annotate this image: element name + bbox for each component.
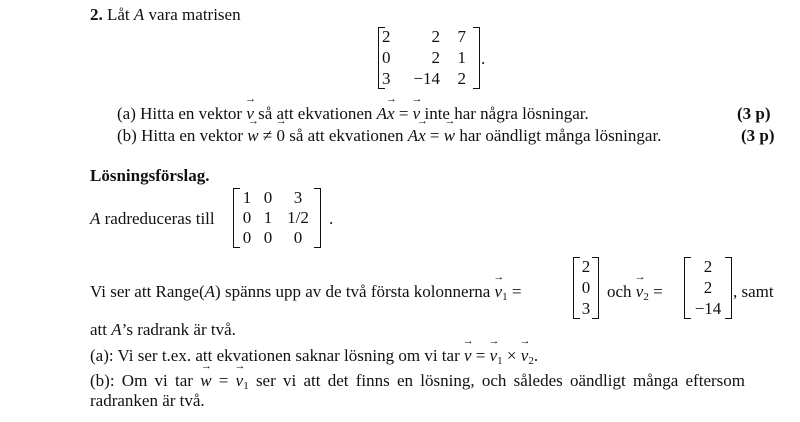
matrix-cell: 2 bbox=[581, 257, 591, 276]
vec-v1: → v bbox=[236, 371, 244, 391]
matrix-cell: 2 bbox=[431, 48, 440, 67]
part-a-text3: inte har några lösningar. bbox=[424, 104, 589, 123]
sol-b-text1: (b): Om vi tar bbox=[90, 371, 193, 390]
matrix-cell: 0 bbox=[263, 188, 273, 207]
sub-1: 1 bbox=[502, 291, 508, 303]
part-a-text1: Hitta en vektor bbox=[140, 104, 243, 123]
vec-w: → w bbox=[200, 371, 211, 391]
eq-sign: = bbox=[218, 371, 229, 390]
matrix-cell: −14 bbox=[413, 69, 440, 88]
problem-header bbox=[90, 5, 241, 25]
matrix-cell: −14 bbox=[694, 299, 722, 318]
eq-sign: = bbox=[398, 104, 409, 123]
eq-sign: = bbox=[653, 282, 663, 301]
matrix-cell: 3 bbox=[581, 299, 591, 318]
eq-sign: = bbox=[475, 346, 486, 365]
var-A: A bbox=[407, 126, 419, 145]
var-A: A bbox=[376, 104, 388, 123]
eq-sign: = bbox=[511, 282, 522, 301]
matrix-cell: 3 bbox=[293, 188, 303, 207]
solution-heading: Lösningsförslag. bbox=[90, 166, 210, 185]
reduced-matrix bbox=[233, 188, 321, 248]
sub-1: 1 bbox=[497, 355, 503, 367]
intro-rest: vara matrisen bbox=[148, 5, 241, 24]
eq-sign: = bbox=[429, 126, 440, 145]
matrix-cell: 1 bbox=[457, 48, 466, 67]
vec-zero: → 0 bbox=[276, 126, 285, 146]
reduce-text: radreduceras till bbox=[104, 209, 215, 228]
matrix-cell: 2 bbox=[703, 278, 713, 297]
matrix-cell: 2 bbox=[703, 257, 713, 276]
rank-text1: att bbox=[90, 320, 107, 339]
part-a-text2: så att ekvationen bbox=[258, 104, 373, 123]
matrix-cell: 0 bbox=[581, 278, 591, 297]
solution-a bbox=[90, 346, 538, 371]
vec-v1: → v bbox=[495, 282, 503, 302]
matrix-cell: 0 bbox=[293, 228, 303, 247]
sol-b-text3: radranken är två. bbox=[90, 391, 205, 410]
matrix-cell: 2 bbox=[457, 69, 466, 88]
matrix-cell: 1 bbox=[242, 188, 252, 207]
samt-text: , samt bbox=[733, 282, 774, 301]
matrix-cell: 2 bbox=[431, 27, 440, 46]
range-close: ) bbox=[215, 282, 221, 301]
vec-x: → x bbox=[418, 126, 426, 146]
intro-var: A bbox=[133, 5, 145, 24]
rank-text2: ’s radrank är två. bbox=[121, 320, 236, 339]
intro-text: Låt bbox=[107, 5, 130, 24]
range-fn: Range( bbox=[155, 282, 205, 301]
reduce-line bbox=[90, 209, 215, 229]
range-text2: spänns upp av de två första kolonnerna bbox=[224, 282, 491, 301]
part-b-label: (b) bbox=[117, 126, 137, 145]
vec-v: → v bbox=[246, 104, 254, 124]
matrix-cell: 0 bbox=[242, 228, 252, 247]
matrix-cell: 7 bbox=[457, 27, 466, 46]
sol-a-end: . bbox=[533, 346, 539, 365]
matrix-cell: 1 bbox=[263, 208, 273, 227]
vec-v: → v bbox=[464, 346, 472, 366]
part-a bbox=[117, 104, 589, 124]
vec-v: → v bbox=[413, 104, 421, 124]
problem-matrix bbox=[378, 27, 480, 89]
var-A: A bbox=[90, 209, 101, 228]
var-A: A bbox=[111, 320, 122, 339]
matrix-end: . bbox=[481, 49, 486, 68]
vec-x: → x bbox=[387, 104, 395, 124]
vec-w: → w bbox=[444, 126, 455, 146]
matrix-cell: 0 bbox=[242, 208, 252, 227]
matrix-cell: 0 bbox=[263, 228, 273, 247]
times-sign: × bbox=[506, 346, 517, 365]
och-text: och bbox=[607, 282, 632, 301]
part-a-label: (a) bbox=[117, 104, 136, 123]
sol-b-text2: ser vi att det finns en lösning, och således oändligt många eftersom bbox=[255, 371, 745, 390]
matrix-cell: 2 bbox=[382, 27, 391, 46]
part-b-points: (3 p) bbox=[741, 126, 775, 145]
part-b bbox=[117, 126, 661, 146]
rank-line bbox=[90, 320, 236, 340]
neq-sign: ≠ bbox=[262, 126, 273, 145]
matrix-cell: 0 bbox=[382, 48, 391, 67]
part-b-text1: Hitta en vektor bbox=[141, 126, 244, 145]
column-v2 bbox=[684, 257, 732, 319]
vec-w: → w bbox=[247, 126, 258, 146]
vec-v2: → v bbox=[636, 282, 644, 302]
problem-number: 2. bbox=[90, 5, 103, 24]
range-text1: Vi ser att bbox=[90, 282, 152, 301]
var-A: A bbox=[204, 282, 216, 301]
sub-2: 2 bbox=[643, 291, 649, 303]
reduced-end: . bbox=[329, 209, 334, 228]
matrix-cell: 1/2 bbox=[287, 208, 309, 227]
sub-2: 2 bbox=[528, 355, 534, 367]
vec-v1: → v bbox=[490, 346, 498, 366]
part-a-points: (3 p) bbox=[737, 104, 771, 123]
och-line bbox=[607, 282, 663, 307]
sol-a-text: (a): Vi ser t.ex. att ekvationen saknar lösning om vi tar bbox=[90, 346, 460, 365]
column-v1 bbox=[573, 257, 599, 319]
sub-1: 1 bbox=[243, 380, 249, 392]
part-b-text2: så att ekvationen bbox=[289, 126, 404, 145]
range-line bbox=[90, 282, 521, 307]
matrix-cell: 3 bbox=[382, 69, 391, 88]
part-b-text3: har oändligt många lösningar. bbox=[459, 126, 662, 145]
vec-v2: → v bbox=[521, 346, 529, 366]
